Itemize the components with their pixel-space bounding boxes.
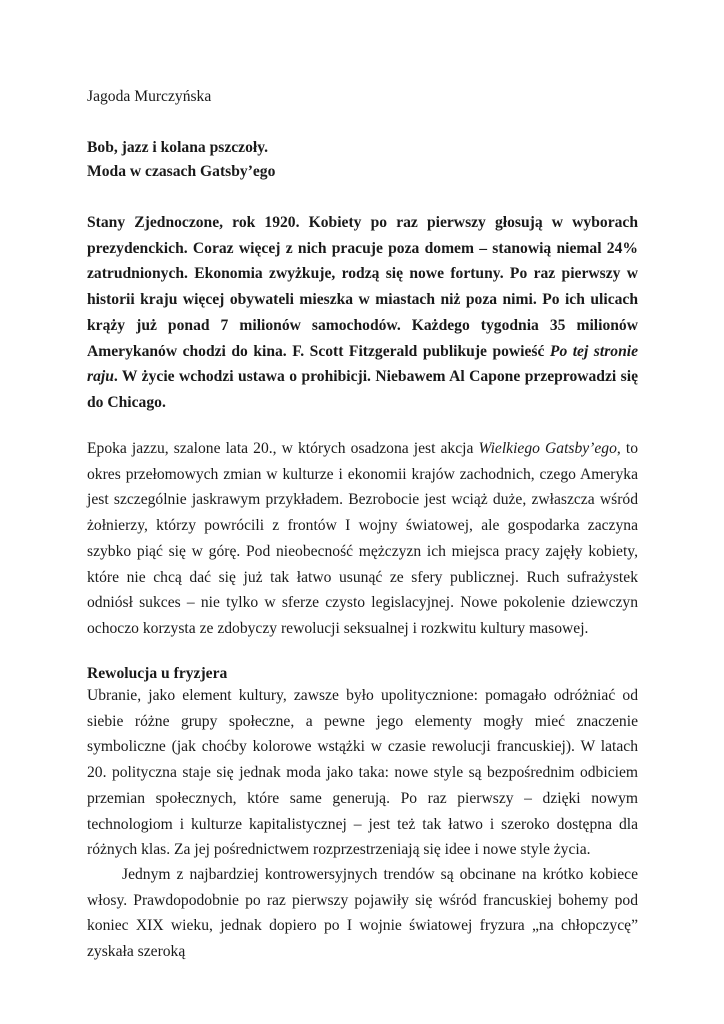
body-paragraph-2: Ubranie, jako element kultury, zawsze było upolitycznione: pomagało odróżniać od siebie różne grupy społeczne, a pewne jego elementy mogły mieć znaczenie symboliczne (jak choćby kolorowe wstążki w czasie rewolucji francuskiej). W latach 20. polityczna staje się jednak moda jako taka: nowe style są bezpośrednim odbiciem przemian społecznych, które same generują. Po raz pierwszy – dzięki nowym technologiom i kulturze kapitalistycznej – jest też tak łatwo i szeroko dostępna dla różnych klas. Za jej pośrednictwem rozprzestrzeniają się idee i nowe style życia. [87, 687, 638, 859]
paragraph-1-text-2: , to okres przełomowych zmian w kulturze i ekonomii krajów zachodnich, czego Ameryka jest szczególnie jaskrawym przykładem. Bezrobocie jest wciąż duże, zwłaszcza wśród żołnierzy, którzy powrócili z frontów I wojny światowej, ale gospodarka zaczyna szybko piąć się w górę. Pod nieobecność mężczyzn ich miejsca pracy zajęły kobiety, które nie chcą dać się już tak łatwo usunąć ze sfery publicznej. Ruch sufrażystek odniósł sukces – nie tylko w sferze czysto legislacyjnej. Nowe pokolenie dziewczyn ochoczo korzysta ze zdobyczy rewolucji seksualnej i rozkwitu kultury masowej. [87, 440, 639, 637]
section-heading: Rewolucja u fryzjera [87, 665, 228, 682]
author-name: Jagoda Murczyńska [87, 88, 212, 105]
novel-title-italic: Wielkiego Gatsby’ego [478, 440, 617, 457]
book-title-italic: Po tej stronie raju [87, 342, 638, 386]
body-paragraph-3: Jednym z najbardziej kontrowersyjnych trendów są obcinane na krótko kobiece włosy. Prawdopodobnie po raz pierwszy pojawiły się wśród francuskiej bohemy pod koniec XIX wieku, jednak dopiero po I wojnie światowej fryzura „na chłopczycę” zyskała szeroką [87, 866, 638, 961]
lead-text-2: . W życie wchodzi ustawa o prohibicji. Niebawem Al Capone przeprowadzi się do Chicago. [87, 368, 638, 411]
title-line-1: Bob, jazz i kolana pszczoły. [87, 139, 269, 156]
paragraph-1-text-1: Epoka jazzu, szalone lata 20., w których osadzona jest akcja [87, 440, 479, 457]
lead-paragraph [87, 210, 638, 416]
body-paragraph-1 [87, 436, 638, 642]
article-title [87, 136, 638, 184]
lead-text-1: Stany Zjednoczone, rok 1920. Kobiety po raz pierwszy głosują w wyborach prezydenckich. Coraz więcej z nich pracuje poza domem – stanowią niemal 24% zatrudnionych. Ekonomia zwyżkuje, rodzą się nowe fortuny. Po raz pierwszy w historii kraju więcej obywateli mieszka w miastach niż poza nimi. Po ich ulicach krąży już ponad 7 milionów samochodów. Każdego tygodnia 35 milionów Amerykanów chodzi do kina. F. Scott Fitzgerald publikuje powieść [87, 214, 638, 360]
title-line-2: Moda w czasach Gatsby’ego [87, 163, 276, 180]
